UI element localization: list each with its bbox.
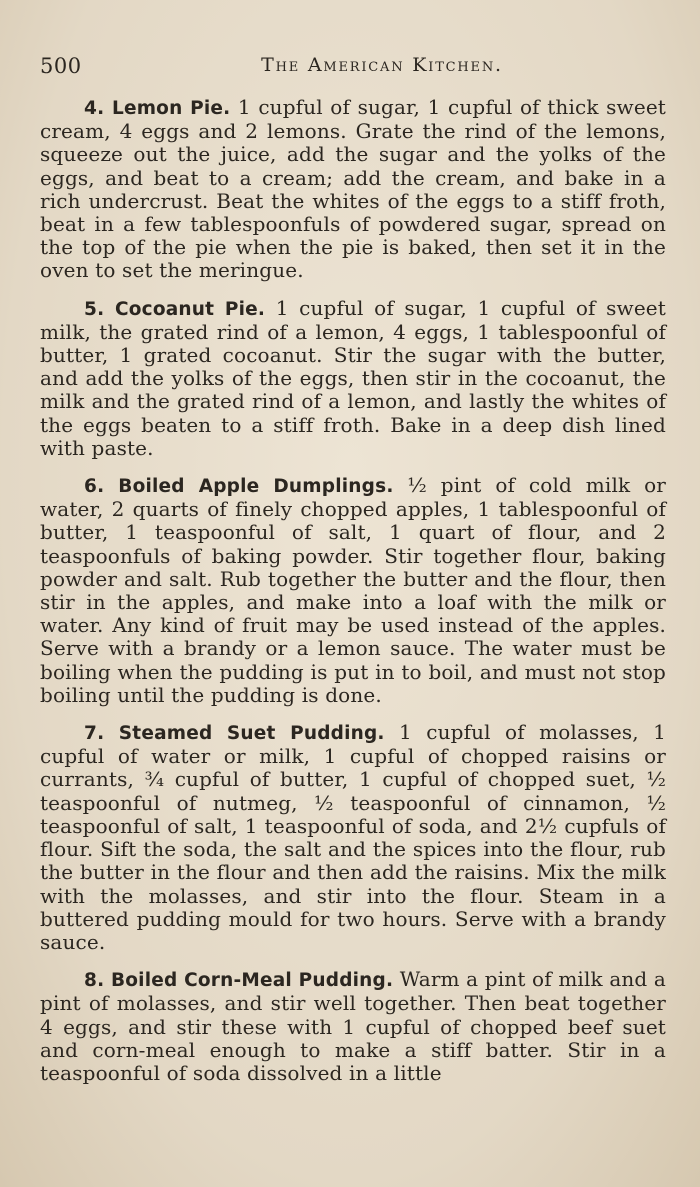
recipe-boiled-corn-meal-pudding bbox=[40, 968, 666, 1085]
running-title: The American Kitchen. bbox=[261, 54, 503, 76]
recipe-cocoanut-pie bbox=[40, 297, 666, 460]
recipe-text: ½ pint of cold milk or water, 2 quarts of finely chopped apples, 1 tablespoonful of butter, 1 teaspoonful of salt, 1 quart of flour, and 2 teaspoonfuls of baking powder. Stir together flour, baking powder and salt. Rub together the butter and the flour, then stir in the apples, and make into a loaf with the milk or water. Any kind of fruit may be used instead of the apples. Serve with a brandy or a lemon sauce. The water must be boiling when the pudding is put in to boil, and must not stop boiling until the pudding is done. bbox=[40, 473, 666, 707]
recipe-title: 4. Lemon Pie. bbox=[84, 98, 231, 119]
recipe-title: 6. Boiled Apple Dumplings. bbox=[84, 476, 394, 498]
recipe-text: 1 cupful of sugar, 1 cupful of thick sweet cream, 4 eggs and 2 lemons. Grate the rind of the lemons, squeeze out the juice, add the sugar and the yolks of the eggs, and beat to a cream; add the cream, and bake in a rich undercrust. Beat the whites of the eggs to a stiff froth, beat in a few tablespoonfuls of powdered sugar, spread on the top of the pie when the pie is baked, then set it in the oven to set the meringue. bbox=[40, 95, 666, 283]
recipe-text: 1 cupful of sugar, 1 cupful of sweet milk, the grated rind of a lemon, 4 eggs, 1 tablespoonful of butter, 1 grated cocoanut. Stir the sugar with the butter, and add the yolks of the eggs, then stir in the cocoanut, the milk and the grated rind of a lemon, and lastly the whites of the eggs beaten to a stiff froth. Bake in a deep dish lined with paste. bbox=[40, 295, 666, 460]
recipe-title: 7. Steamed Suet Pudding. bbox=[84, 723, 385, 745]
recipe-text: 1 cupful of molasses, 1 cupful of water or milk, 1 cupful of chopped raisins or currants, ¾ cupful of butter, 1 cupful of chopped suet, ½ teaspoonful of nutmeg, ½ teaspoonful of cinnamon, ½ teaspoonful of salt, 1 teaspoonful of soda, and 2½ cupfuls of flour. Sift the soda, the salt and the spices into the flour, rub the butter in the flour and then add the raisins. Mix the milk with the molasses, and stir into the flour. Steam in a buttered pudding mould for two hours. Serve with a brandy sauce. bbox=[40, 720, 666, 954]
page-body bbox=[40, 96, 666, 1099]
recipe-lemon-pie bbox=[40, 96, 666, 283]
recipe-title: 8. Boiled Corn-Meal Pudding. bbox=[84, 970, 394, 992]
page-header bbox=[40, 54, 664, 84]
page-number: 500 bbox=[40, 54, 82, 78]
recipe-steamed-suet-pudding bbox=[40, 721, 666, 954]
recipe-title: 5. Cocoanut Pie. bbox=[84, 298, 266, 320]
recipe-text: Warm a pint of milk and a pint of molasses, and stir well together. Then beat together 4 eggs, and stir these with 1 cupful of chopped beef suet and corn-meal enough to make a stiff batter. Stir in a teaspoonful of soda dissolved in a little bbox=[40, 967, 666, 1085]
recipe-boiled-apple-dumplings bbox=[40, 474, 666, 707]
